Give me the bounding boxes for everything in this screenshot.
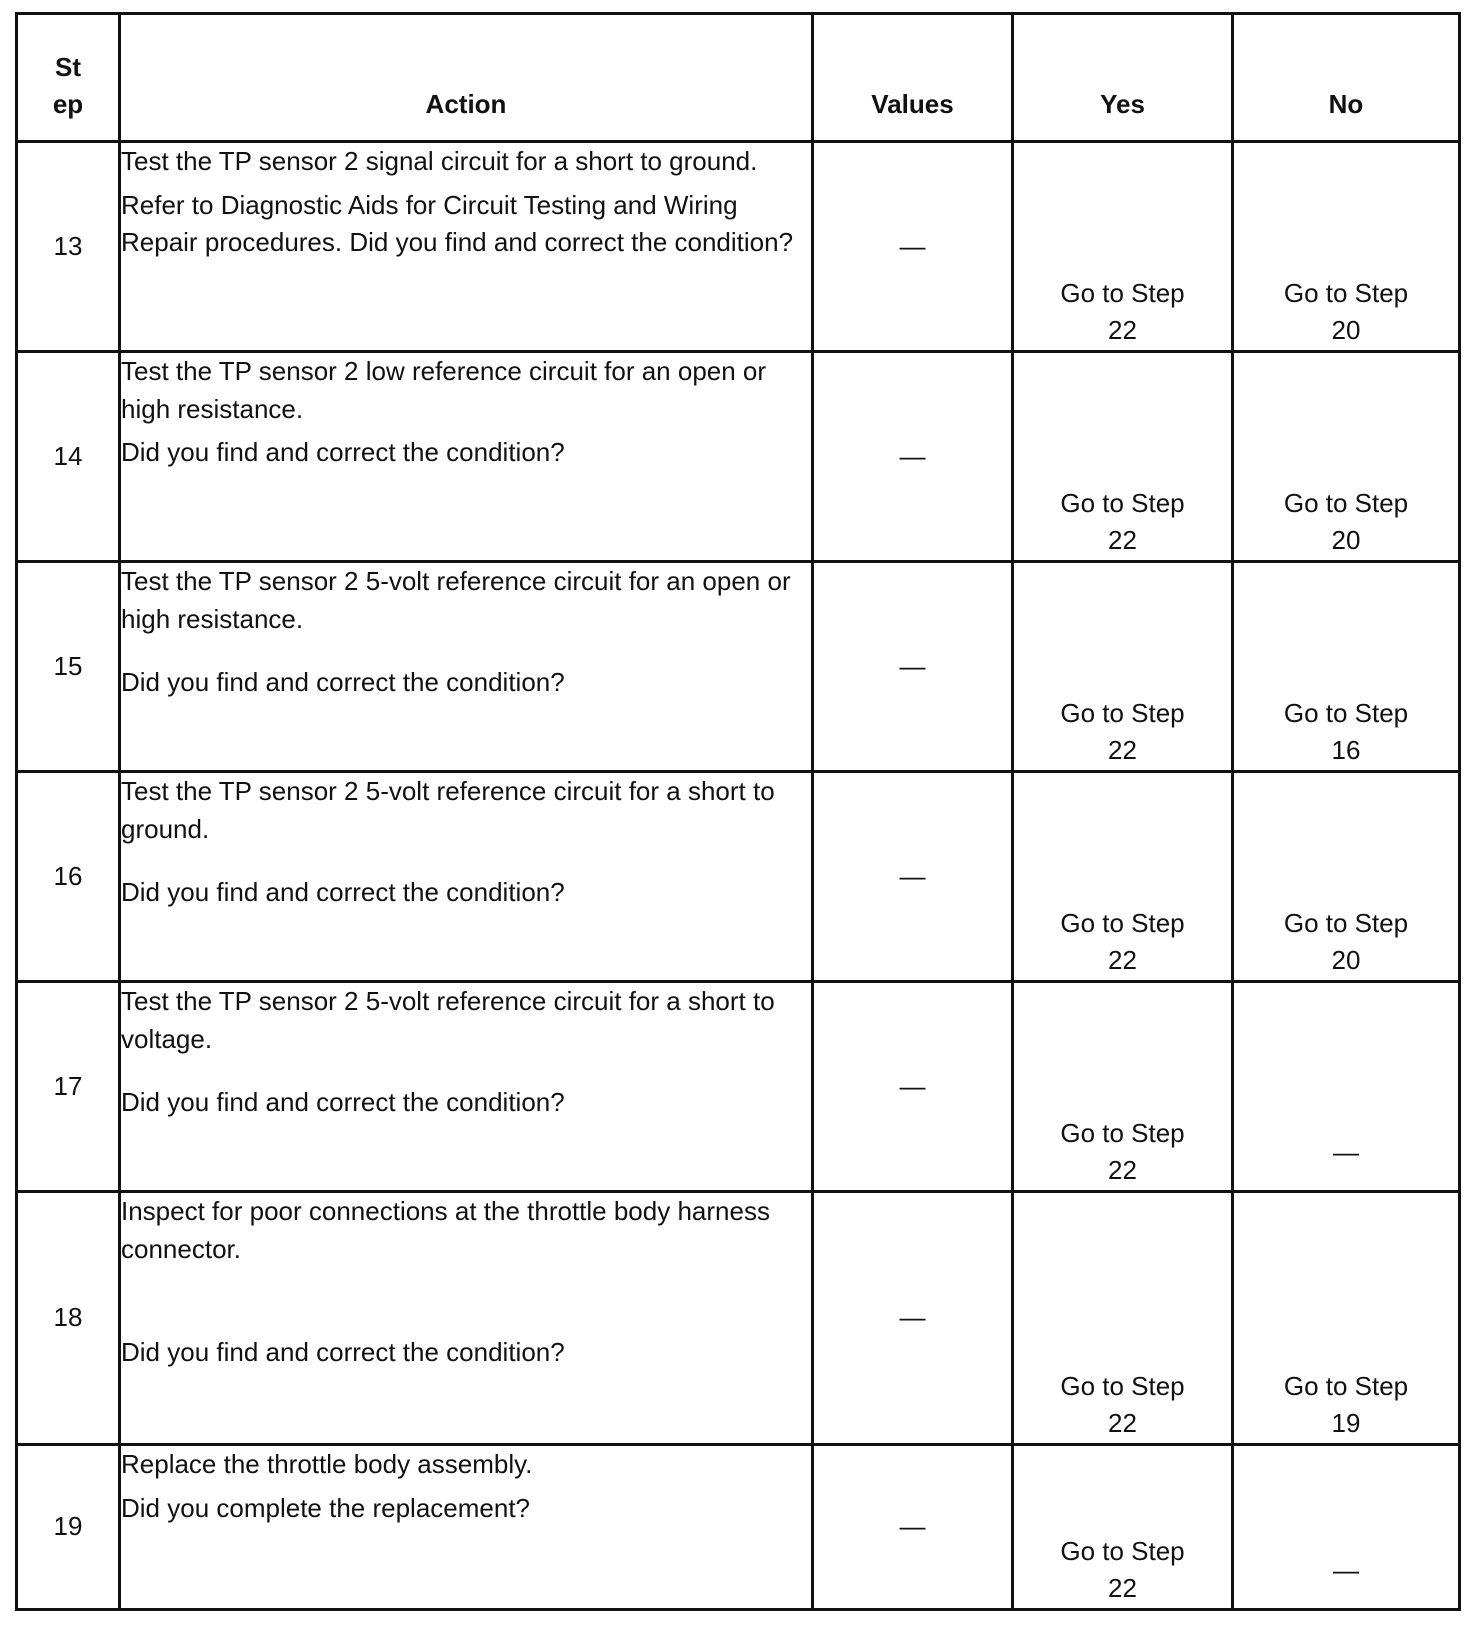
yes-cell — [1013, 1192, 1233, 1445]
yes-step-number: 22 — [1108, 735, 1137, 766]
action-text: Test the TP sensor 2 low reference circuit for an open or high resistance. — [121, 356, 767, 424]
no-step-number: 19 — [1331, 1408, 1361, 1439]
action-question: Did you find and correct the condition? — [121, 1337, 565, 1368]
diagnostic-steps-table — [15, 12, 1461, 1611]
no-cell — [1233, 352, 1460, 562]
yes-step-number: 22 — [1108, 1408, 1137, 1439]
values-cell: — — [813, 352, 1013, 562]
action-text: Test the TP sensor 2 5-volt reference circuit for an open or high resistance. — [121, 566, 791, 634]
no-step-number: 16 — [1331, 735, 1361, 766]
action-question: Did you find and correct the condition? — [121, 437, 565, 468]
table-row — [17, 142, 1460, 352]
action-cell — [120, 562, 813, 772]
table-header-row — [17, 14, 1460, 142]
no-go-to-label: Go to Step — [1283, 907, 1409, 938]
yes-go-to-label: Go to Step — [1060, 697, 1185, 728]
step-header-line1: St — [55, 51, 81, 82]
action-text: Test the TP sensor 2 5-volt reference circuit for a short to ground. — [121, 776, 775, 844]
step-number: 15 — [17, 562, 120, 772]
table-row — [17, 1445, 1460, 1610]
yes-step-number: 22 — [1108, 525, 1137, 556]
no-cell — [1233, 772, 1460, 982]
no-column-header: No — [1233, 14, 1460, 142]
values-cell: — — [813, 982, 1013, 1192]
table-row — [17, 1192, 1460, 1445]
yes-cell — [1013, 772, 1233, 982]
yes-step-number: 22 — [1108, 315, 1137, 346]
action-question: Refer to Diagnostic Aids for Circuit Testing and Wiring Repair procedures. Did you find and correct the condition? — [121, 189, 794, 258]
table-row — [17, 352, 1460, 562]
no-go-to-label: Go to Step — [1283, 697, 1409, 728]
step-number: 14 — [17, 352, 120, 562]
values-cell: — — [813, 142, 1013, 352]
no-cell — [1233, 142, 1460, 352]
values-cell: — — [813, 772, 1013, 982]
table-row — [17, 982, 1460, 1192]
yes-go-to-label: Go to Step — [1060, 1117, 1185, 1148]
step-column-header — [17, 14, 120, 142]
action-cell — [120, 1445, 813, 1610]
no-go-to-label: Go to Step — [1283, 277, 1409, 308]
values-cell: — — [813, 562, 1013, 772]
step-number: 16 — [17, 772, 120, 982]
yes-cell — [1013, 352, 1233, 562]
yes-cell — [1013, 562, 1233, 772]
no-cell: — — [1233, 982, 1460, 1192]
action-question: Did you find and correct the condition? — [121, 667, 565, 698]
action-text: Replace the throttle body assembly. — [121, 1449, 533, 1479]
yes-column-header: Yes — [1013, 14, 1233, 142]
yes-step-number: 22 — [1108, 1573, 1137, 1604]
no-cell — [1233, 1192, 1460, 1445]
yes-step-number: 22 — [1108, 945, 1137, 976]
yes-cell — [1013, 1445, 1233, 1610]
no-step-number: 20 — [1331, 525, 1361, 556]
step-number: 17 — [17, 982, 120, 1192]
table-row — [17, 562, 1460, 772]
step-number: 13 — [17, 142, 120, 352]
no-cell — [1233, 562, 1460, 772]
action-cell — [120, 352, 813, 562]
values-column-header: Values — [813, 14, 1013, 142]
no-go-to-label: Go to Step — [1283, 1370, 1409, 1401]
action-cell — [120, 772, 813, 982]
values-cell: — — [813, 1445, 1013, 1610]
no-step-number: 20 — [1331, 315, 1361, 346]
values-cell: — — [813, 1192, 1013, 1445]
action-text: Test the TP sensor 2 5-volt reference circuit for a short to voltage. — [121, 986, 775, 1054]
action-question: Did you complete the replacement? — [121, 1492, 531, 1523]
yes-go-to-label: Go to Step — [1060, 1535, 1185, 1566]
action-text: Inspect for poor connections at the throttle body harness connector. — [121, 1196, 770, 1264]
yes-step-number: 22 — [1108, 1155, 1137, 1186]
step-number: 19 — [17, 1445, 120, 1610]
action-question: Did you find and correct the condition? — [121, 1087, 565, 1118]
action-cell — [120, 982, 813, 1192]
yes-go-to-label: Go to Step — [1060, 907, 1185, 938]
action-column-header: Action — [120, 14, 813, 142]
yes-go-to-label: Go to Step — [1060, 1370, 1185, 1401]
step-number: 18 — [17, 1192, 120, 1445]
step-header-line2: ep — [52, 89, 84, 120]
yes-cell — [1013, 142, 1233, 352]
no-cell: — — [1233, 1445, 1460, 1610]
no-go-to-label: Go to Step — [1283, 487, 1409, 518]
yes-go-to-label: Go to Step — [1060, 277, 1185, 308]
action-question: Did you find and correct the condition? — [121, 877, 565, 908]
yes-cell — [1013, 982, 1233, 1192]
action-text: Test the TP sensor 2 signal circuit for a short to ground. — [121, 146, 758, 176]
yes-go-to-label: Go to Step — [1060, 487, 1185, 518]
table-row — [17, 772, 1460, 982]
action-cell — [120, 1192, 813, 1445]
action-cell — [120, 142, 813, 352]
no-step-number: 20 — [1331, 945, 1361, 976]
